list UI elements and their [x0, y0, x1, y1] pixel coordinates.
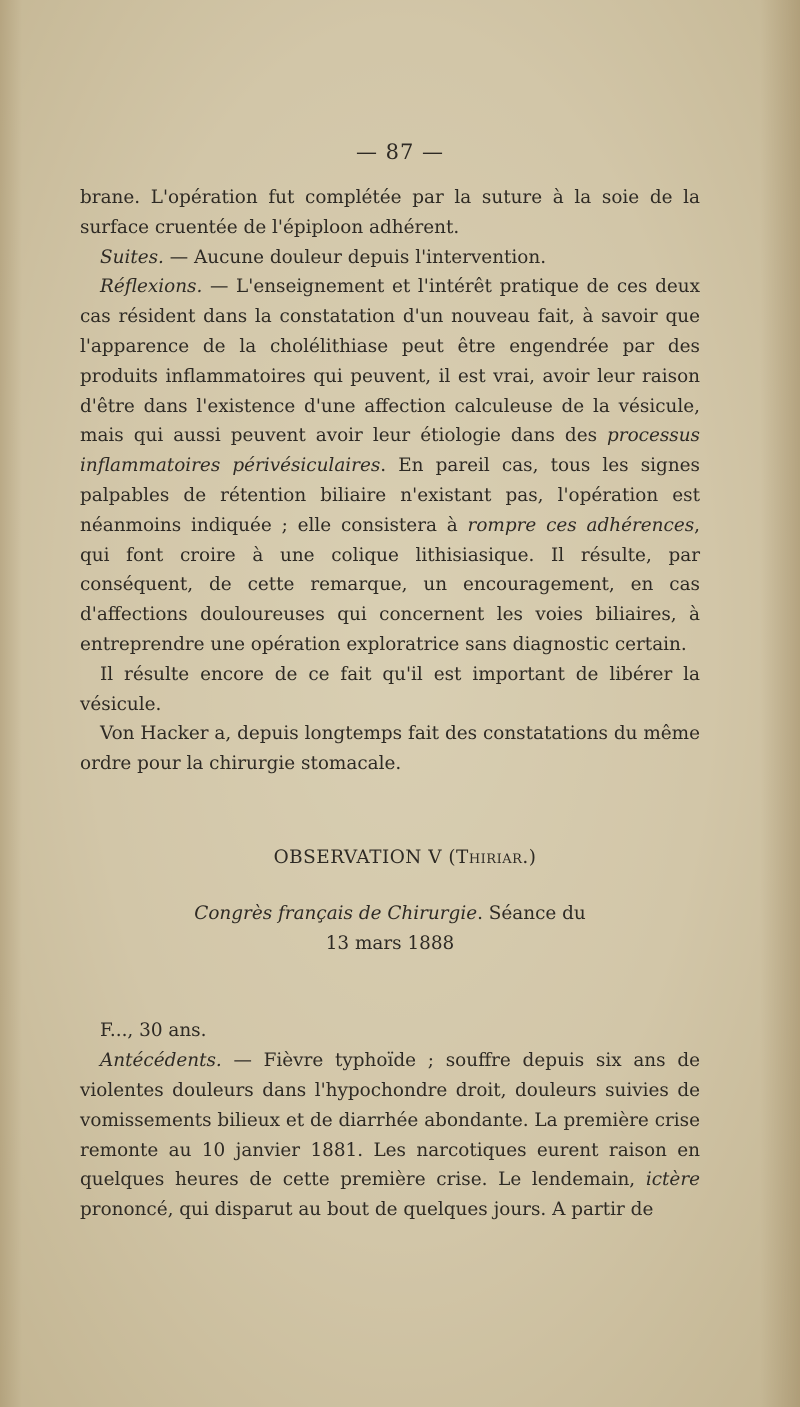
observation-source [80, 899, 700, 929]
paragraph-text: prononcé, qui disparut au bout de quelques jours. A partir de [80, 1199, 654, 1221]
emphasis-text: rompre ces adhérences [467, 514, 695, 536]
source-text: . Séance du [477, 902, 586, 924]
section-label: Antécédents. [100, 1050, 222, 1072]
heading-text: OBSERVATION V ( [273, 846, 457, 868]
heading-text: .) [522, 846, 537, 868]
section-label: Réflexions. [100, 276, 203, 298]
paragraph-text: — L'enseignement et l'intérêt pratique de ces deux cas résident dans la constatation d'un nouveau fait, à savoir que l'apparence de la cholélithiase peut être engendrée par des produits inflammatoires qui peuvent, il est vrai, avoir leur raison d'être dans l'existence d'une affection calculeuse de la vésicule, mais qui aussi peuvent avoir leur étiologie dans des [80, 276, 700, 447]
emphasis-text: ictère [645, 1169, 700, 1191]
page-number: — 87 — [355, 140, 445, 164]
paragraph-continuation [80, 183, 700, 243]
source-title: Congrès français de Chirurgie [194, 902, 478, 924]
paragraph-text: , qui font croire à une colique lithisiasique. Il résulte, par conséquent, de cette remarque, un encouragement, en cas d'affections douloureuses qui concernent les voies biliaires, à entreprendre une opération exploratrice sans diagnostic certain. [80, 514, 701, 655]
observation-date: 13 mars 1888 [325, 932, 455, 954]
paragraph-text: — Fièvre typhoïde ; souffre depuis six ans de violentes douleurs dans l'hypochondre droit, douleurs suivies de vomissements bilieux et de diarrhée abondante. La première crise remonte au 10 janvier 1881. Les narcotiques eurent raison en quelques heures de cette première crise. Le lendemain, [80, 1050, 700, 1191]
section-label: Suites. [100, 246, 164, 268]
paragraph-text: . En pareil cas, tous les signes palpables de rétention biliaire n'existant pas, l'opération est néanmoins indiquée ; elle consistera à [80, 455, 700, 536]
page-edge-left [0, 0, 22, 1407]
paragraph-antecedents [80, 1046, 700, 1225]
paragraph-vesicule [80, 660, 700, 720]
emphasis-text: processus inflammatoires périvésiculaires [80, 425, 700, 477]
paragraph-von-hacker [80, 719, 700, 779]
paragraph-text: brane. L'opération fut complétée par la suture à la soie de la surface cruentée de l'épiploon adhérent. [80, 187, 700, 238]
paragraph-reflexions [80, 272, 700, 659]
paragraph-text: Von Hacker a, depuis longtemps fait des constatations du même ordre pour la chirurgie stomacale. [80, 723, 700, 775]
observation-heading [80, 843, 700, 873]
paragraph-text: F..., 30 ans. [100, 1020, 207, 1042]
page-edge-right [760, 0, 800, 1407]
heading-author: Thiriar [456, 846, 523, 868]
paragraph-suites [80, 243, 700, 273]
paragraph-patient [80, 1016, 700, 1046]
paragraph-text: Il résulte encore de ce fait qu'il est important de libérer la vésicule. [80, 663, 700, 715]
body-text [80, 183, 700, 1225]
paragraph-text: — Aucune douleur depuis l'intervention. [163, 246, 547, 268]
